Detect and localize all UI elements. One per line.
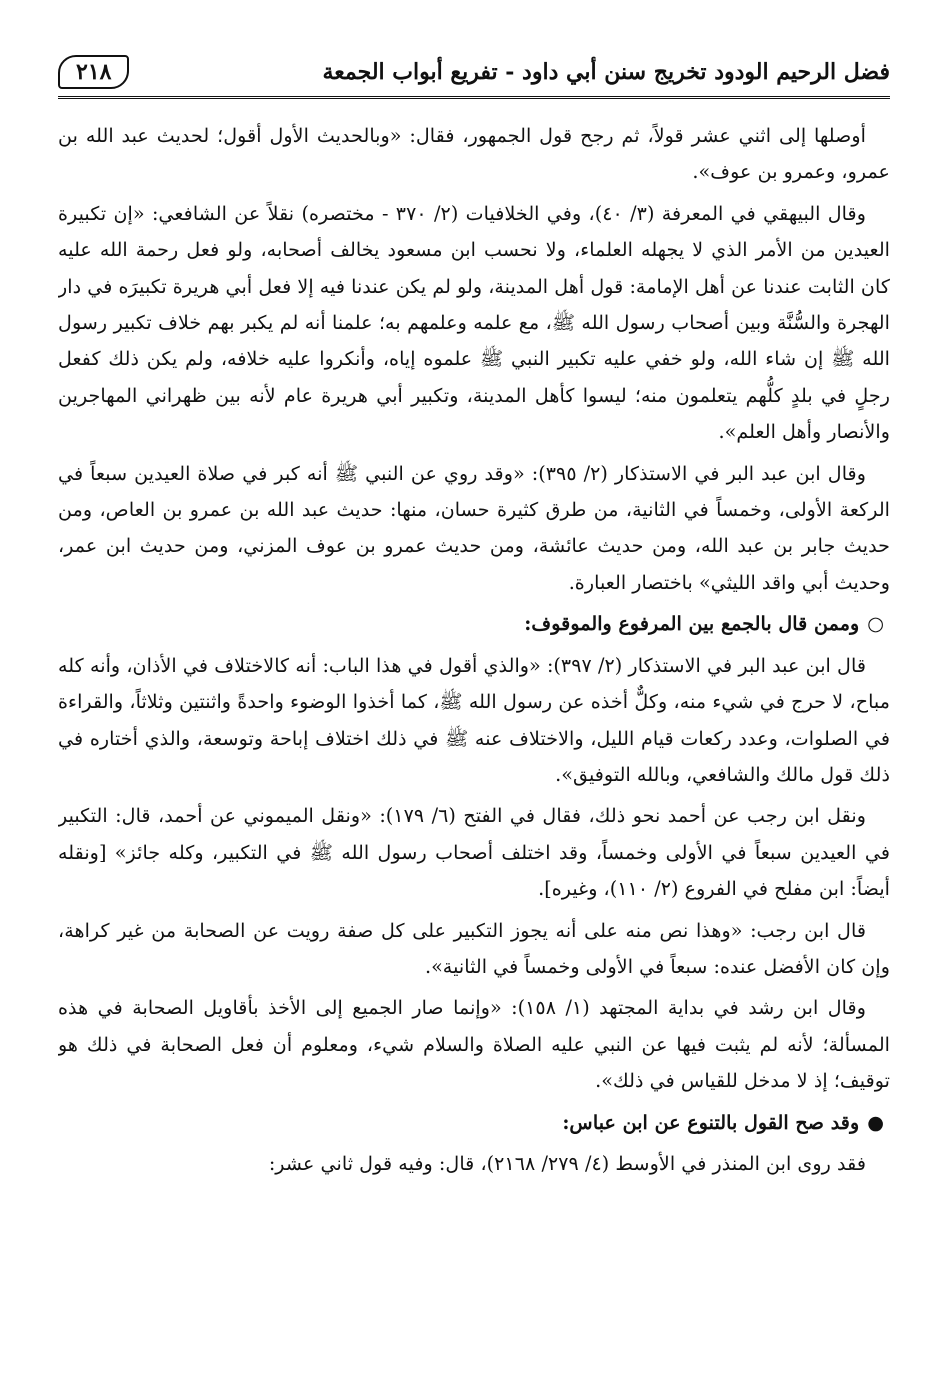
page-number: ٢١٨ xyxy=(58,55,129,89)
paragraph: وقال البيهقي في المعرفة (٣/ ٤٠)، وفي الخلافيات (٢/ ٣٧٠ - مختصره) نقلاً عن الشافعي: «إن تكبيرة العيدين من الأمر الذي لا يجهله العلماء، ولا نحسب ابن مسعود يخالف أصحابه، ولو فعل رحمة الله عليه كان الثابت عندنا عن أهل الإمامة: قول أهل المدينة، ولو لم يكن عندنا فيه إلا فعل أبي هريرة تكبيرَه في دار الهجرة والسُّنَّة وبين أصحاب رسول الله ﷺ، مع علمه وعلمهم به؛ علمنا أنه لم يكبر بهم خلاف تكبير رسول الله ﷺ إن شاء الله، ولو خفي عليه تكبير النبي ﷺ علموه إياه، وأنكروا عليه خلافه، ولم يكن ذلك كفعل رجلٍ في بلدٍ كلُّهم يتعلمون منه؛ ليسوا كأهل المدينة، وتكبير أبي هريرة عام لأنه بين ظهراني المهاجرين والأنصار وأهل العلم». xyxy=(58,201,890,444)
paragraph: قال ابن عبد البر في الاستذكار (٢/ ٣٩٧): «والذي أقول في هذا الباب: أنه كالاختلاف في الأذان، وأنه كله مباح، لا حرج في شيء منه، وكلٌّ أخذه عن رسول الله ﷺ، كما أخذوا الوضوء واحدةً واثنتين وثلاثاً، والقراءة في الصلوات، وعدد ركعات قيام الليل، والاختلاف عنه ﷺ في ذلك اختلاف إباحة وتوسعة، والذي أختاره في ذلك قول مالك والشافعي، وبالله التوفيق». xyxy=(58,653,890,786)
page-header xyxy=(58,52,890,92)
running-title: فضل الرحيم الودود تخريج سنن أبي داود - تفريع أبواب الجمعة xyxy=(322,59,890,85)
section-heading xyxy=(58,606,890,642)
paragraph: قال ابن رجب: «وهذا نص منه على أنه يجوز التكبير على كل صفة رويت عن الصحابة من غير كراهة، وإن كان الأفضل عنده: سبعاً في الأولى وخمساً في الثانية». xyxy=(58,918,890,978)
section-heading-text: وقد صح القول بالتنوع عن ابن عباس: xyxy=(562,1110,860,1134)
paragraph: وقال ابن رشد في بداية المجتهد (١/ ١٥٨): «وإنما صار الجميع إلى الأخذ بأقاويل الصحابة في هذه المسألة؛ لأنه لم يثبت فيها عن النبي عليه الصلاة والسلام شيء، ومعلوم أن فعل الصحابة في ذلك هو توقيف؛ إذ لا مدخل للقياس في ذلك». xyxy=(58,996,890,1093)
body-text xyxy=(58,118,890,1356)
hollow-circle-icon: ○ xyxy=(867,612,884,636)
header-rule xyxy=(58,96,890,99)
paragraph: وقال ابن عبد البر في الاستذكار (٢/ ٣٩٥): «وقد روي عن النبي ﷺ أنه كبر في صلاة العيدين سبعاً في الركعة الأولى، وخمساً في الثانية، من طرق كثيرة حسان، منها: حديث عبد الله بن عمرو بن العاص، ومن حديث جابر بن عبد الله، ومن حديث عائشة، ومن حديث عمرو بن عوف المزني، ومن حديث ابن عمر، وحديث أبي واقد الليثي» باختصار العبارة. xyxy=(58,461,890,594)
paragraph: ونقل ابن رجب عن أحمد نحو ذلك، فقال في الفتح (٦/ ١٧٩): «ونقل الميموني عن أحمد، قال: التكبير في العيدين سبعاً في الأولى وخمساً، وقد اختلف أصحاب رسول الله ﷺ في التكبير، وكله جائز» [ونقله أيضاً: ابن مفلح في الفروع (٢/ ١١٠)، وغيره]. xyxy=(58,804,890,901)
section-heading xyxy=(58,1105,890,1141)
paragraph: أوصلها إلى اثني عشر قولاً، ثم رجح قول الجمهور، فقال: «وبالحديث الأول أقول؛ لحديث عبد الله بن عمرو، وعمرو بن عوف». xyxy=(58,124,890,184)
section-heading-text: وممن قال بالجمع بين المرفوع والموقوف: xyxy=(524,612,860,636)
paragraph: فقد روى ابن المنذر في الأوسط (٤/ ٢٧٩/ ٢١٦٨)، قال: وفيه قول ثاني عشر: xyxy=(268,1151,866,1175)
bullet-icon: ● xyxy=(867,1110,884,1134)
